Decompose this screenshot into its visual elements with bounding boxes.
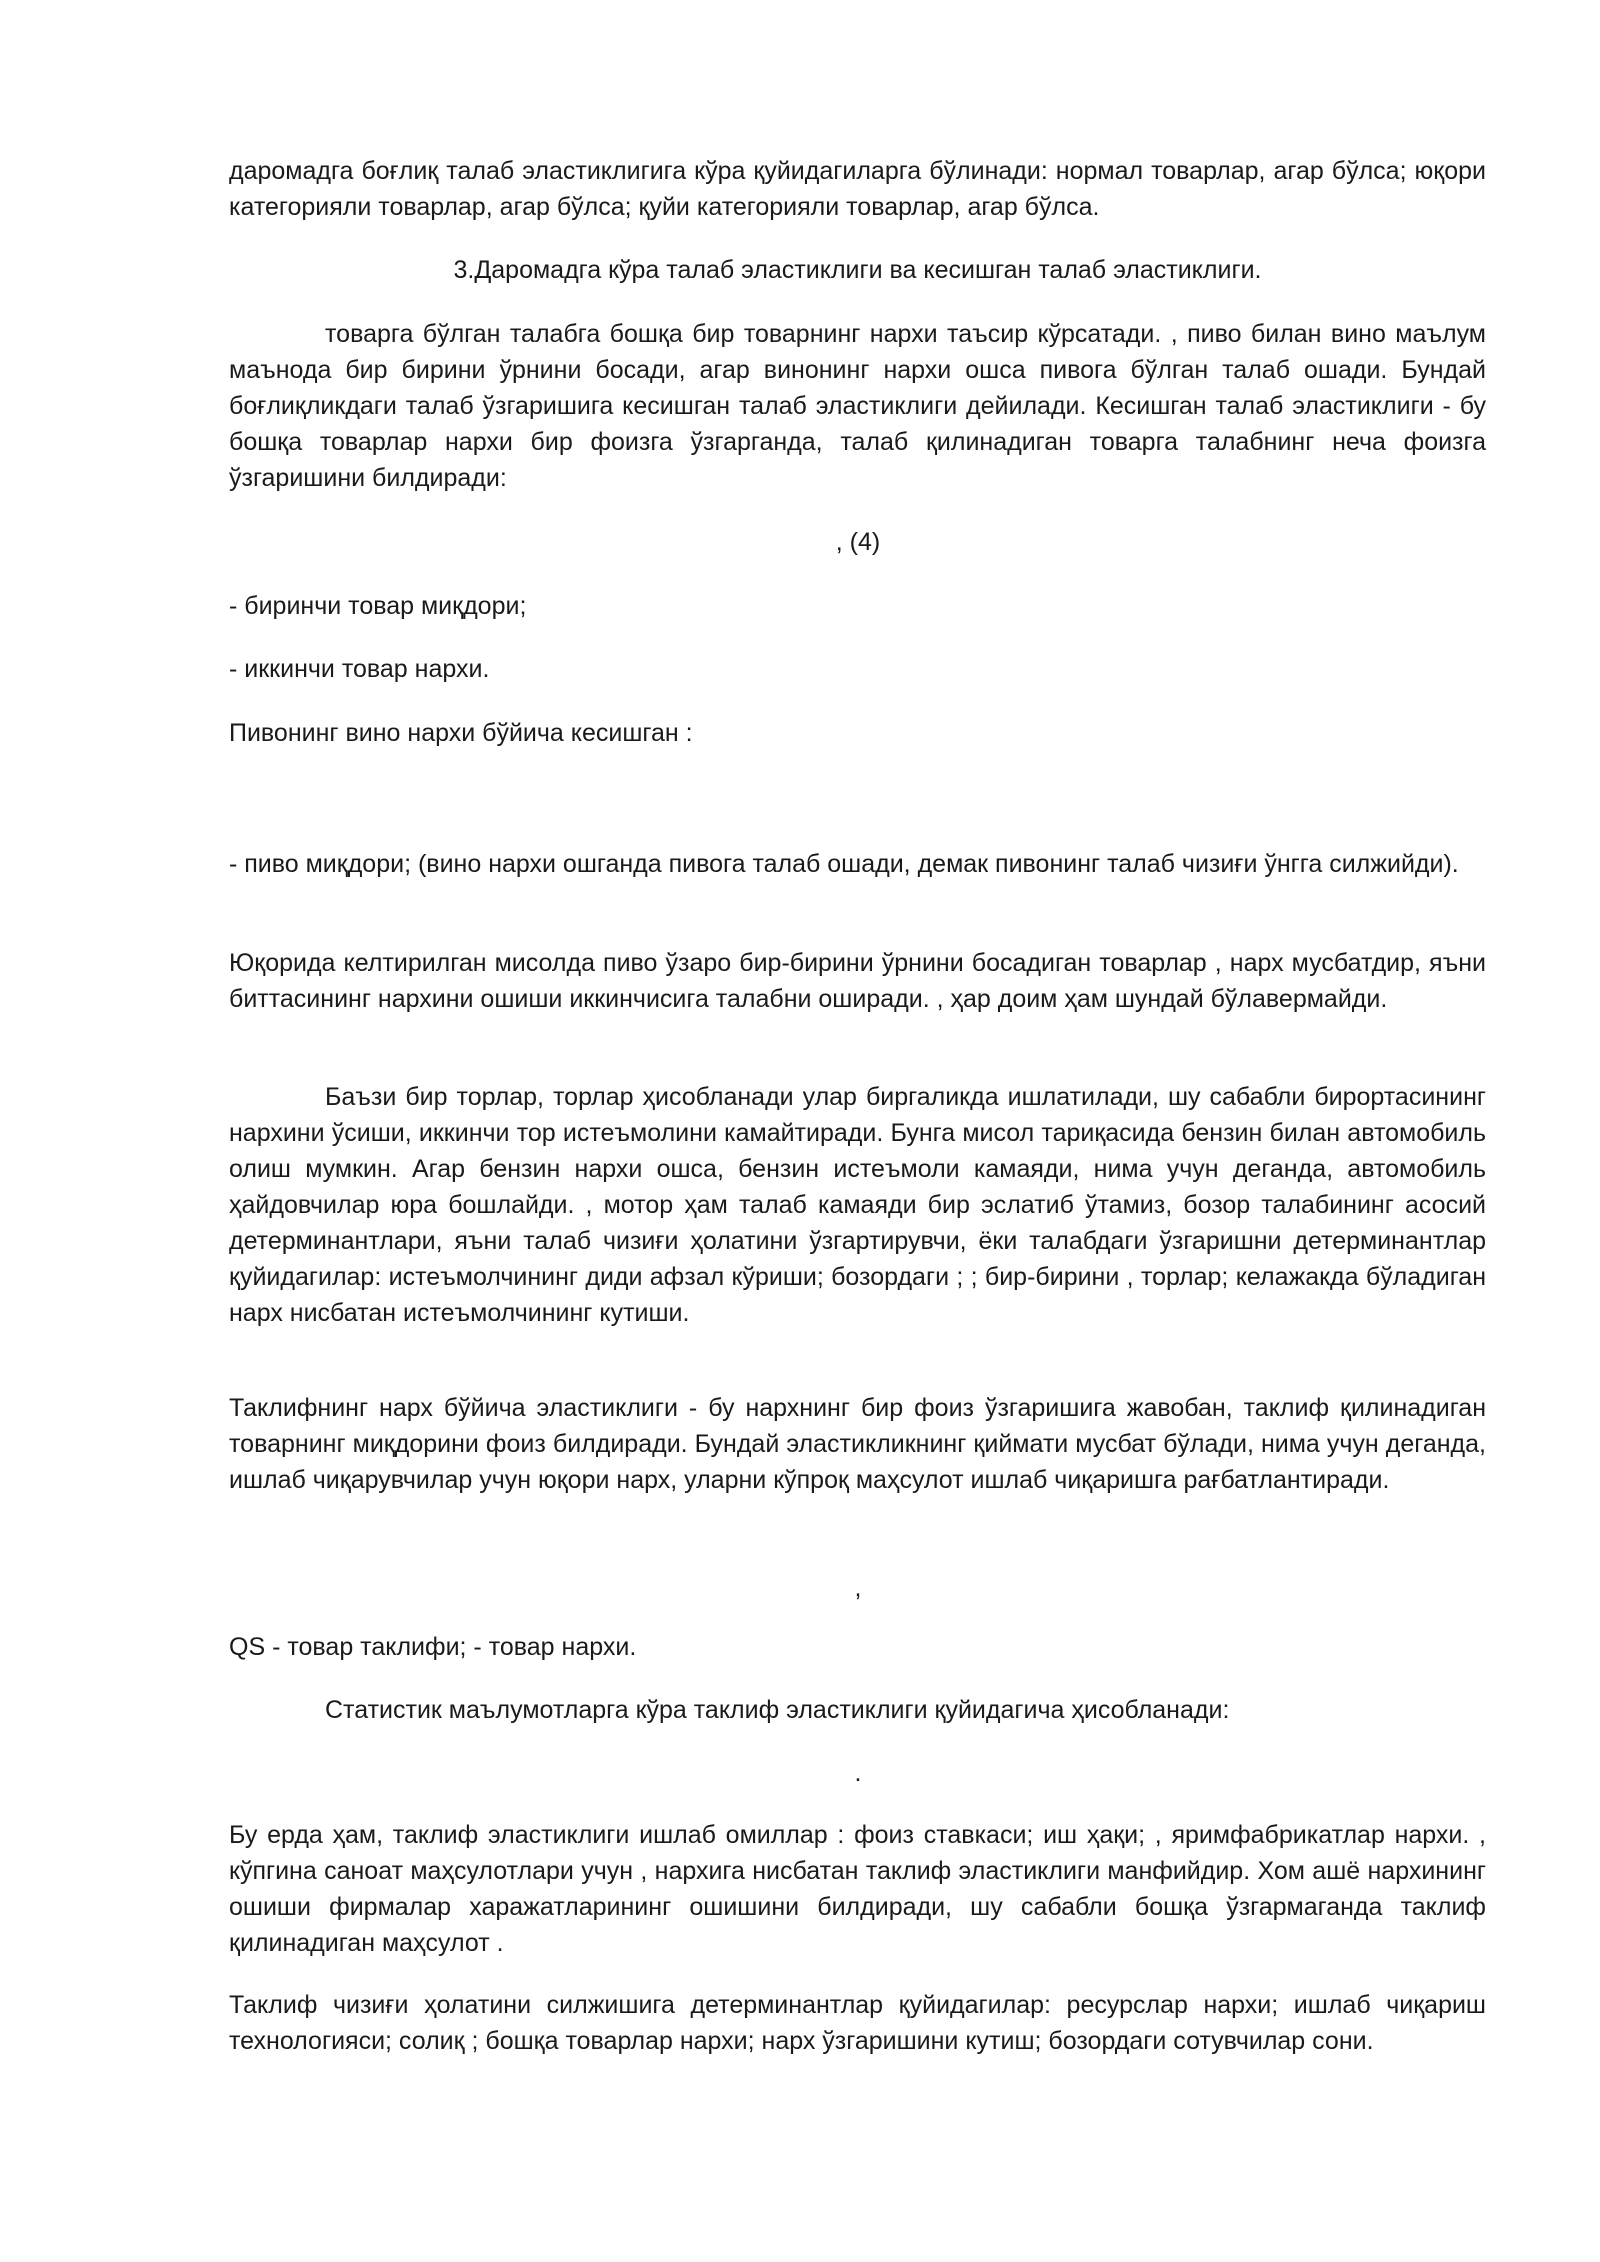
definition-second-good-price: - иккинчи товар нархи. bbox=[229, 655, 490, 683]
paragraph-substitutes-example: Юқорида келтирилган мисолда пиво ўзаро бир-бирини ўрнини босадиган товарлар , нарх мусбатдир, яъни биттасининг нархини ошиши иккинчисига талабни оширади. , ҳар доим ҳам шундай бўлавермайди. bbox=[229, 949, 1486, 1013]
paragraph-cross-elasticity-intro: товарга бўлган талабга бошқа бир товарнинг нархи таъсир кўрсатади. , пиво билан вино маълум маънода бир бирини ўрнини босади, агар винонинг нархи ошса пивога бўлган талаб ошади. Бундай боғлиқликдаги талаб ўзгаришига кесишган талаб эластиклиги дейилади. Кесишган талаб эластиклиги - бу бошқа товарлар нархи бир фоизга ўзгарганда, талаб қилинадиган товарга талабнинг неча фоизга ўзгаришини билдиради: bbox=[229, 320, 1486, 492]
paragraph-income-elasticity-categories: даромадга боғлиқ талаб эластиклигига кўра қуйидагиларга бўлинади: нормал товарлар, агар бўлса; юқори категорияли товарлар, агар бўлса; қуйи категорияли товарлар, агар бўлса. bbox=[229, 157, 1486, 221]
paragraph-statistical-supply: Статистик маълумотларга кўра таклиф эластиклиги қуйидагича ҳисобланади: bbox=[325, 1696, 1230, 1724]
paragraph-supply-curve-determinants: Таклиф чизиғи ҳолатини силжишига детерминантлар қуйидагилар: ресурслар нархи; ишлаб чиқариш технологияси; солиқ ; бошқа товарлар нархи; нарх ўзгаришини кутиш; бозордаги сотувчилар сони. bbox=[229, 1991, 1486, 2055]
paragraph-complements: Баъзи бир торлар, торлар ҳисобланади улар биргаликда ишлатилади, шу сабабли бирортасининг нархини ўсиши, иккинчи тор истеъмолини камайтиради. Бунга мисол тариқасида бензин билан автомобиль олиш мумкин. Агар бензин нархи ошса, бензин истеъмоли камаяди, нима учун деганда, автомобиль ҳайдовчилар юра бошлайди. , мотор ҳам талаб камаяди бир эслатиб ўтамиз, бозор талабининг асосий детерминантлари, яъни талаб чизиғи ҳолатини ўзгартирувчи, ёки талабдаги ўзгаришни детерминантлар қуйидагилар: истеъмолчининг диди афзал кўриши; бозордаги ; ; бир-бирини , торлар; келажакда бўладиган нарх нисбатан истеъмолчининг кутиши. bbox=[229, 1083, 1486, 1327]
definition-first-good-quantity: - биринчи товар миқдори; bbox=[229, 592, 527, 620]
paragraph-supply-factors: Бу ерда ҳам, таклиф эластиклиги ишлаб омиллар : фоиз ставкаси; иш ҳақи; , яримфабрикатлар нархи. , кўпгина саноат маҳсулотлари учун , нархига нисбатан таклиф эластиклиги манфийдир. Хом ашё нархининг ошиши фирмалар харажатларининг ошишини билдиради, шу сабабли бошқа ўзгармаганда таклиф қилинадиган маҳсулот . bbox=[229, 1821, 1486, 1957]
definition-supply-qs: QS - товар таклифи; - товар нархи. bbox=[229, 1633, 637, 1661]
formula-placeholder-2: . bbox=[854, 1759, 862, 1787]
paragraph-supply-elasticity: Таклифнинг нарх бўйича эластиклиги - бу нархнинг бир фоиз ўзгаришига жавобан, таклиф қилинадиган товарнинг миқдорини фоиз билдиради. Бундай эластикликнинг қиймати мусбат бўлади, нима учун деганда, ишлаб чиқарувчилар учун юқори нарх, уларни кўпроқ маҳсулот ишлаб чиқаришга рағбатлантиради. bbox=[229, 1394, 1486, 1494]
formula-label-4: , (4) bbox=[835, 528, 881, 556]
section-heading: 3.Даромадга кўра талаб эластиклиги ва кесишган талаб эластиклиги. bbox=[453, 256, 1262, 284]
definition-beer-quantity: - пиво миқдори; (вино нархи ошганда пивога талаб ошади, демак пивонинг талаб чизиғи ўнгга силжийди). bbox=[229, 850, 1459, 878]
paragraph-beer-wine-cross: Пивонинг вино нархи бўйича кесишган : bbox=[229, 719, 693, 747]
formula-placeholder-1: , bbox=[854, 1574, 862, 1602]
